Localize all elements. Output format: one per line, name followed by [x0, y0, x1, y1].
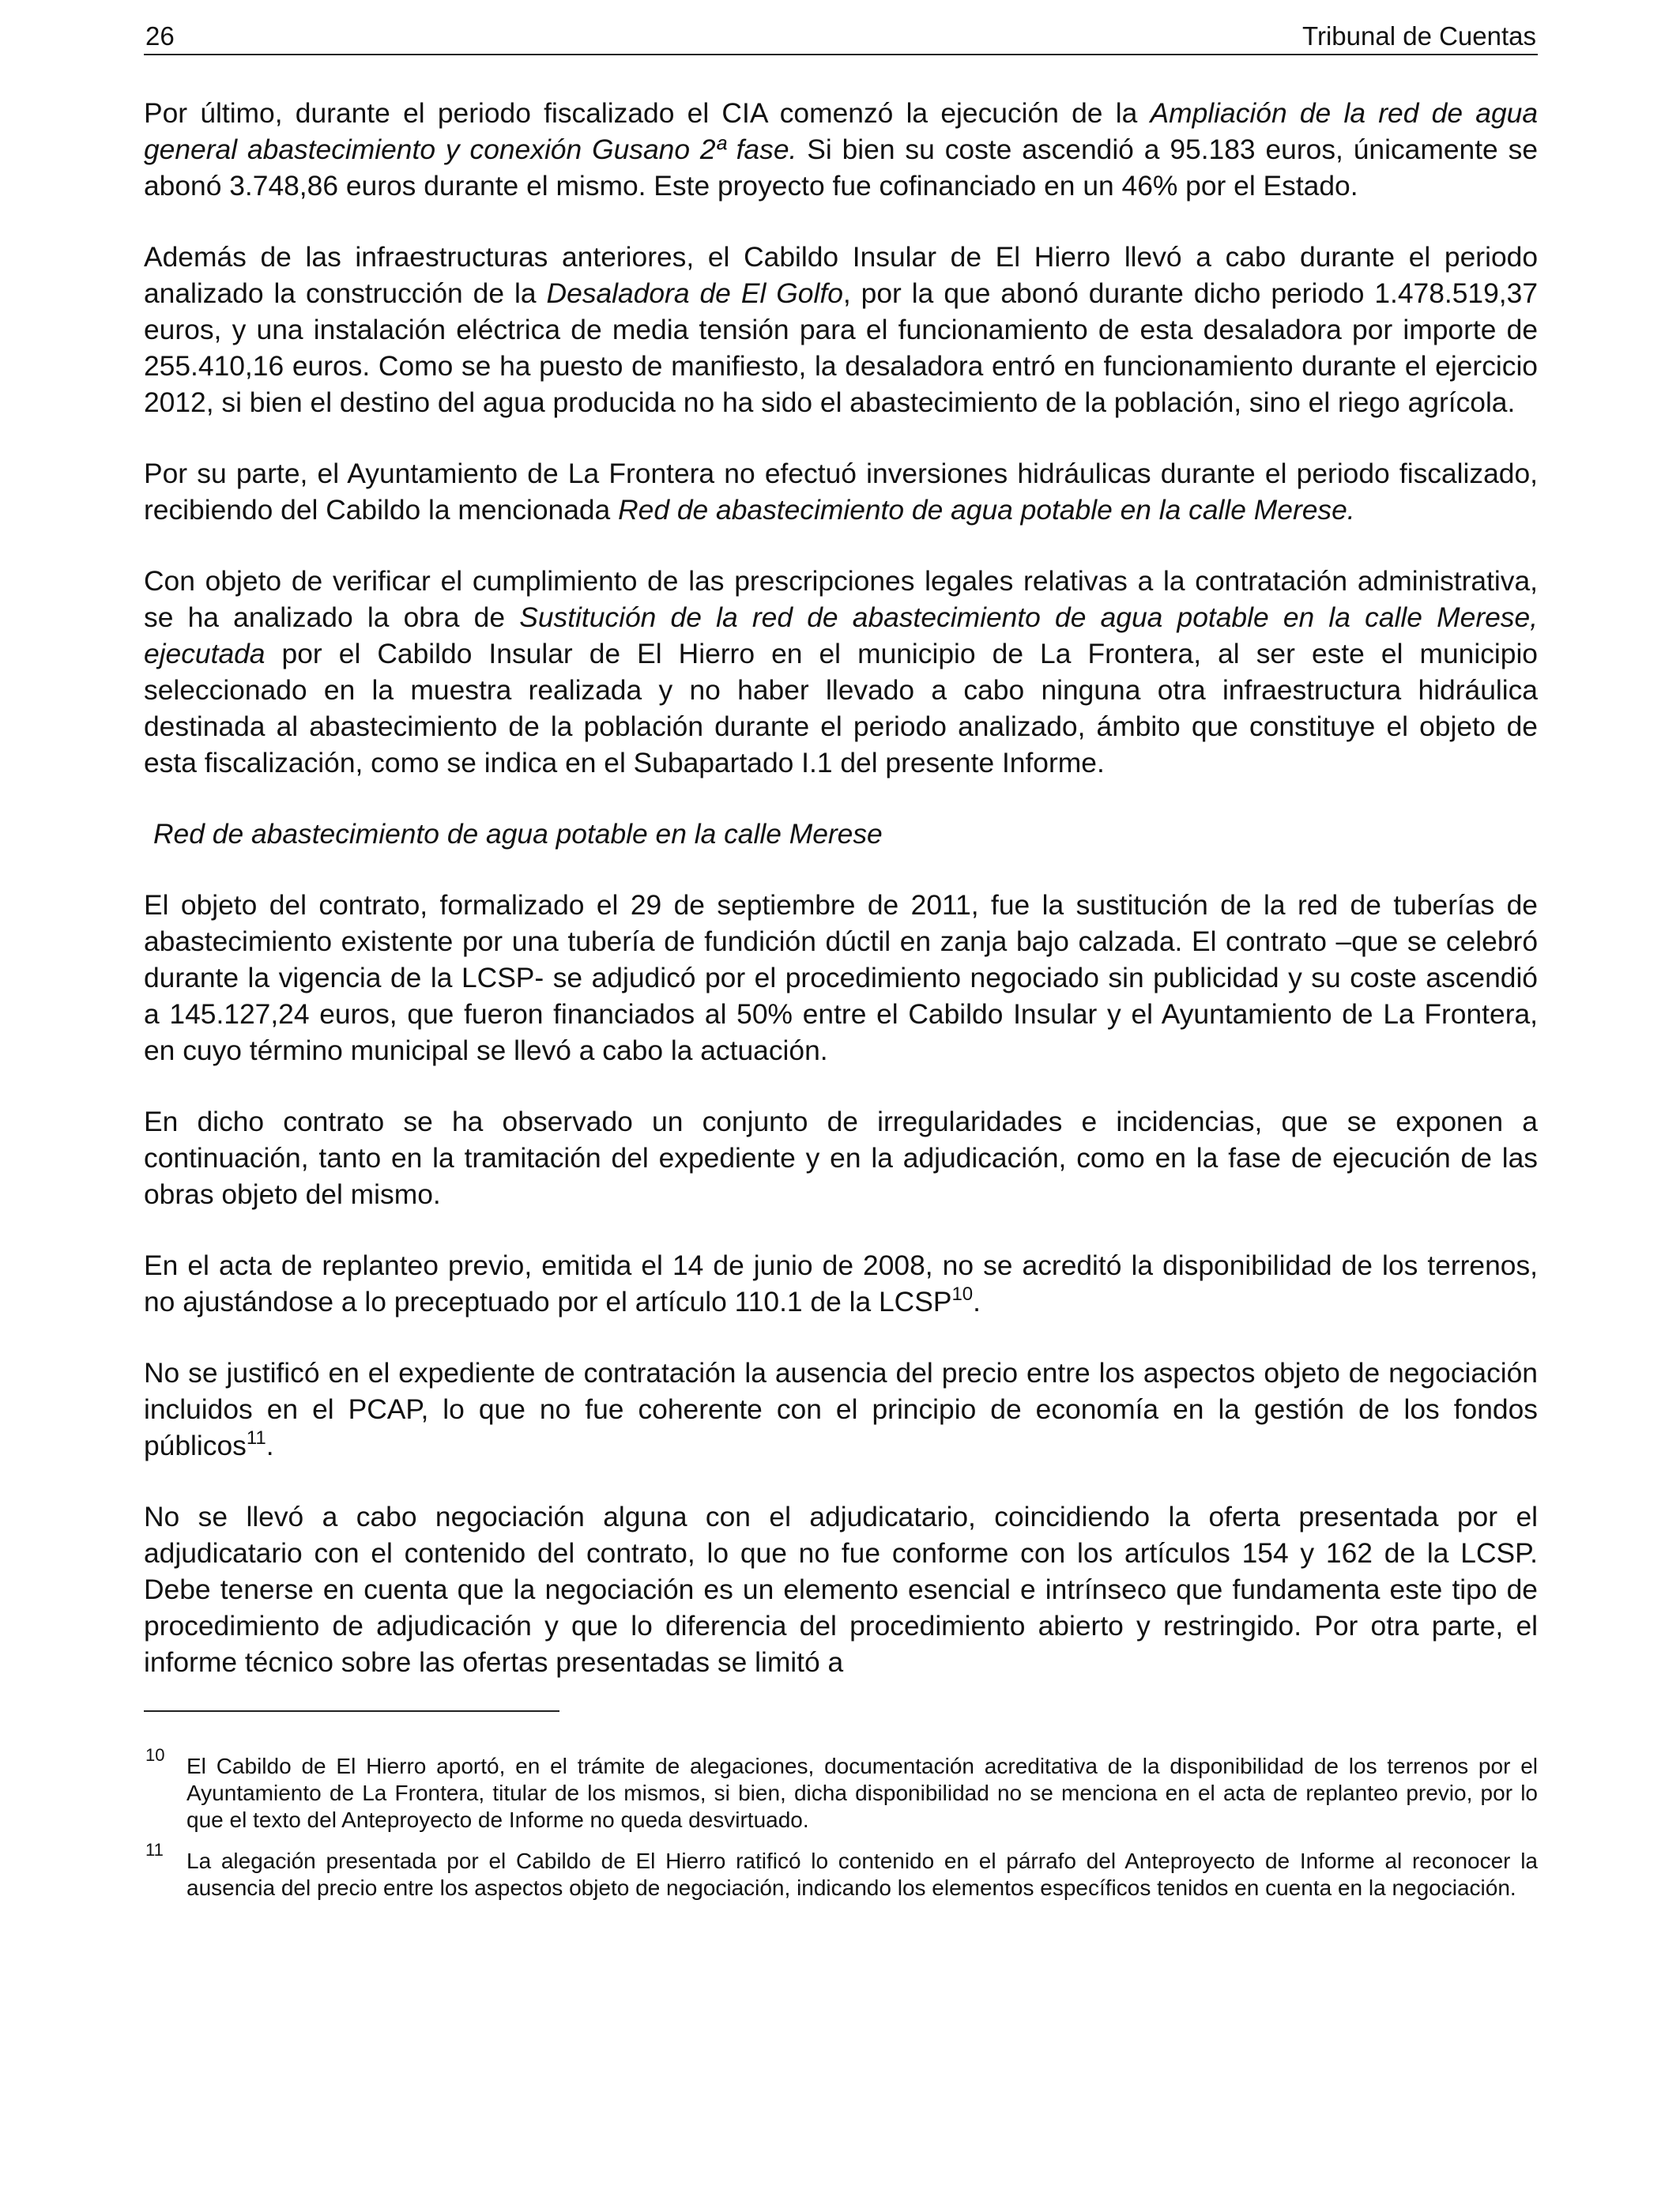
footnote-ref-11[interactable]: 11 [246, 1427, 266, 1449]
footnote-text: La alegación presentada por el Cabildo de El Hierro ratificó lo contenido en el párrafo del Anteproyecto de Informe al reconocer la ausencia del precio entre los aspectos objeto de negociación, indicando los elementos específicos tenidos en cuenta en la negociación. [186, 1849, 1538, 1900]
body-text [144, 95, 1538, 1680]
footnote-text: El Cabildo de El Hierro aportó, en el trámite de alegaciones, documentación acreditativa de la disponibilidad de los terrenos por el Ayuntamiento de La Frontera, titular de los mismos, si bien, dicha disponibilidad no se menciona en el acta de replanteo previo, por lo que el texto del Anteproyecto de Informe no queda desvirtuado. [186, 1754, 1538, 1832]
footnote-number: 10 [145, 1745, 165, 1765]
paragraph-1: Por último, durante el periodo fiscalizado el CIA comenzó la ejecución de la Ampliación de la red de agua general abastecimiento y conexión Gusano 2ª fase. Si bien su coste ascendió a 95.183 euros, únicamente se abonó 3.748,86 euros durante el mismo. Este proyecto fue cofinanciado en un 46% por el Estado. [144, 97, 1539, 202]
footnote [144, 1745, 1538, 1834]
footnote-separator [144, 1710, 559, 1712]
paragraph-3: Por su parte, el Ayuntamiento de La Frontera no efectuó inversiones hidráulicas durante el periodo fiscalizado, recibiendo del Cabildo la mencionada Red de abastecimiento de agua potable en la calle Merese. [144, 458, 1538, 526]
footnote [144, 1840, 1538, 1902]
paragraph-7: En el acta de replanteo previo, emitida el 14 de junio de 2008, no se acreditó la disponibilidad de los terrenos, no ajustándose a lo preceptuado por el artículo 110.1 de la LCSP$^{10}$. [144, 1250, 1538, 1318]
page-header [144, 17, 1538, 55]
paragraph-4: Con objeto de verificar el cumplimiento de las prescripciones legales relativas a la contratación administrativa, se ha analizado la obra de Sustitución de la red de abastecimiento de agua potable en la calle Merese, ejecutada por el Cabildo Insular de El Hierro en el municipio de La Frontera, al ser este el municipio seleccionado en la muestra realizada y no haber llevado a cabo ninguna otra infraestructura hidráulica destinada al abastecimiento de la población durante el periodo analizado, ámbito que constituye el objeto de esta fiscalización, como se indica en el Subapartado I.1 del presente Informe. [144, 565, 1538, 778]
section-subtitle: Red de abastecimiento de agua potable en la calle Merese [153, 818, 883, 850]
running-title: Tribunal de Cuentas [1302, 21, 1536, 51]
paragraph-9: No se llevó a cabo negociación alguna con el adjudicatario, coincidiendo la oferta presentada por el adjudicatario con el contenido del contrato, lo que no fue conforme con los artículos 154 y 162 de la LCSP. Debe tenerse en cuenta que la negociación es un elemento esencial e intrínseco que fundamenta este tipo de procedimiento de adjudicación y que lo diferencia del procedimiento abierto y restringido. Por otra parte, el informe técnico sobre las ofertas presentadas se limitó a [144, 1501, 1538, 1678]
paragraph-2: Además de las infraestructuras anteriores, el Cabildo Insular de El Hierro llevó a cabo durante el periodo analizado la construcción de la Desaladora de El Golfo, por la que abonó durante dicho periodo 1.478.519,37 euros, y una instalación eléctrica de media tensión para el funcionamiento de esta desaladora por importe de 255.410,16 euros. Como se ha puesto de manifiesto, la desaladora entró en funcionamiento durante el ejercicio 2012, si bien el destino del agua producida no ha sido el abastecimiento de la población, sino el riego agrícola. [144, 241, 1538, 418]
footnote-ref-10[interactable]: 10 [951, 1284, 974, 1305]
paragraph-5: El objeto del contrato, formalizado el 29 de septiembre de 2011, fue la sustitución de la red de tuberías de abastecimiento existente por una tubería de fundición dúctil en zanja bajo calzada. El contrato –que se celebró durante la vigencia de la LCSP- se adjudicó por el procedimiento negociado sin publicidad y su coste ascendió a 145.127,24 euros, que fueron financiados al 50% entre el Cabildo Insular y el Ayuntamiento de La Frontera, en cuyo término municipal se llevó a cabo la actuación. [144, 889, 1538, 1066]
page-number: 26 [145, 21, 175, 51]
footnote-number: 11 [145, 1840, 164, 1860]
footnotes [144, 1745, 1538, 1902]
document-page [144, 17, 1538, 1916]
paragraph-8: No se justificó en el expediente de contratación la ausencia del precio entre los aspectos objeto de negociación incluidos en el PCAP, lo que no fue coherente con el principio de economía en la gestión de los fondos públicos$^{11}$. [144, 1357, 1538, 1461]
paragraph-6: En dicho contrato se ha observado un conjunto de irregularidades e incidencias, que se exponen a continuación, tanto en la tramitación del expediente y en la adjudicación, como en la fase de ejecución de las obras objeto del mismo. [144, 1106, 1538, 1210]
